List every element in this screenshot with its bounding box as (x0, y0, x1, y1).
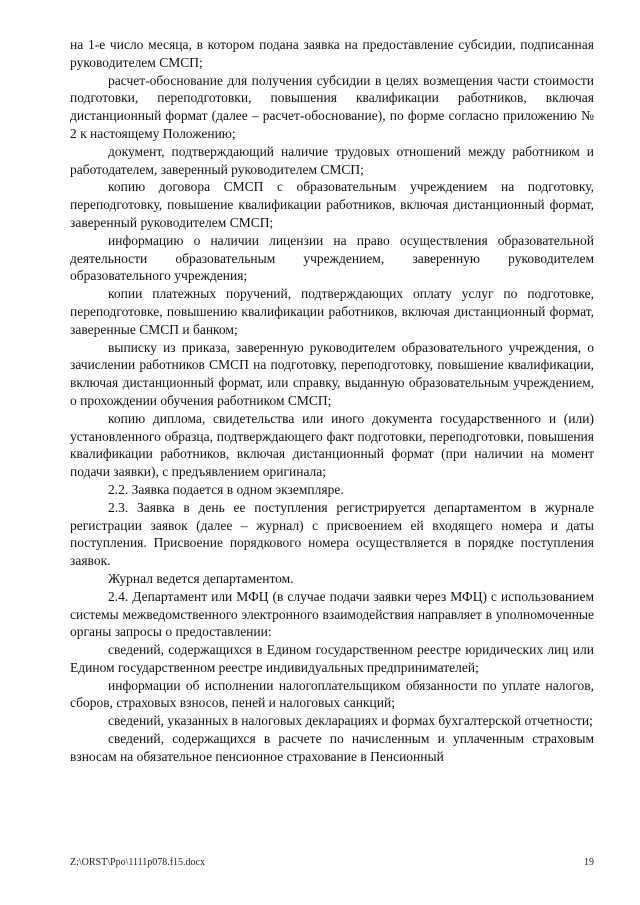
paragraph: на 1-е число месяца, в котором подана заявка на предоставление субсидии, подписанная руководителем СМСП; (70, 37, 594, 70)
paragraph: Журнал ведется департаментом. (108, 570, 294, 586)
paragraph: сведений, указанных в налоговых декларациях и формах бухгалтерской отчетности; (108, 713, 593, 729)
paragraph: сведений, содержащихся в расчете по начисленным и уплаченным страховым взносам на обязательное пенсионное страхование в Пенсионный (70, 731, 594, 764)
paragraph: информацию о наличии лицензии на право осуществления образовательной деятельности образовательным учреждением, заверенную руководителем образовательного учреждения; (70, 232, 594, 284)
paragraph: сведений, содержащихся в Едином государственном реестре юридических лиц или Едином государственном реестре индивидуальных предпринимателей; (70, 642, 594, 675)
document-body (70, 36, 594, 766)
paragraph: 2.3. Заявка в день ее поступления регистрируется департаментом в журнале регистрации заявок (далее – журнал) с присвоением ей входящего номера и даты поступления. Присвоение порядкового номера осуществляется в порядке поступления заявок. (70, 499, 594, 569)
file-path: Z:\ORST\Ppo\1111p078.f15.docx (70, 857, 205, 868)
paragraph: копию диплома, свидетельства или иного документа государственного и (или) установленного образца, подтверждающего факт подготовки, переподготовки, повышения квалификации работников, включая дистанционный формат (при наличии на момент подачи заявки), с предъявлением оригинала; (70, 410, 594, 480)
paragraph: выписку из приказа, заверенную руководителем образовательного учреждения, о зачислении работников СМСП на подготовку, переподготовку, повышение квалификации, включая дистанционный формат, или справку, выданную образовательным учреждением, о прохождении обучения работником СМСП; (70, 339, 594, 408)
paragraph: расчет-обоснование для получения субсидии в целях возмещения части стоимости подготовки, переподготовки, повышения квалификации работников, включая дистанционный формат (далее – расчет-обоснование), по форме согласно приложению № 2 к настоящему Положению; (70, 72, 594, 141)
paragraph: копии платежных поручений, подтверждающих оплату услуг по подготовке, переподготовке, повышению квалификации работников, включая дистанционный формат, заверенные СМСП и банком; (70, 286, 594, 337)
paragraph: информации об исполнении налогоплательщиком обязанности по уплате налогов, сборов, страховых взносов, пеней и налоговых санкций; (70, 677, 594, 711)
paragraph: 2.2. Заявка подается в одном экземпляре. (108, 481, 344, 497)
paragraph: документ, подтверждающий наличие трудовых отношений между работником и работодателем, заверенный руководителем СМСП; (70, 143, 594, 177)
paragraph: копию договора СМСП с образовательным учреждением на подготовку, переподготовку, повышение квалификации работников, включая дистанционный формат, заверенный руководителем СМСП; (70, 179, 594, 230)
paragraph: 2.4. Департамент или МФЦ (в случае подачи заявки через МФЦ) с использованием системы межведомственного электронного взаимодействия направляет в уполномоченные органы запросы о предоставлении: (70, 588, 594, 640)
page-number: 19 (584, 857, 594, 868)
